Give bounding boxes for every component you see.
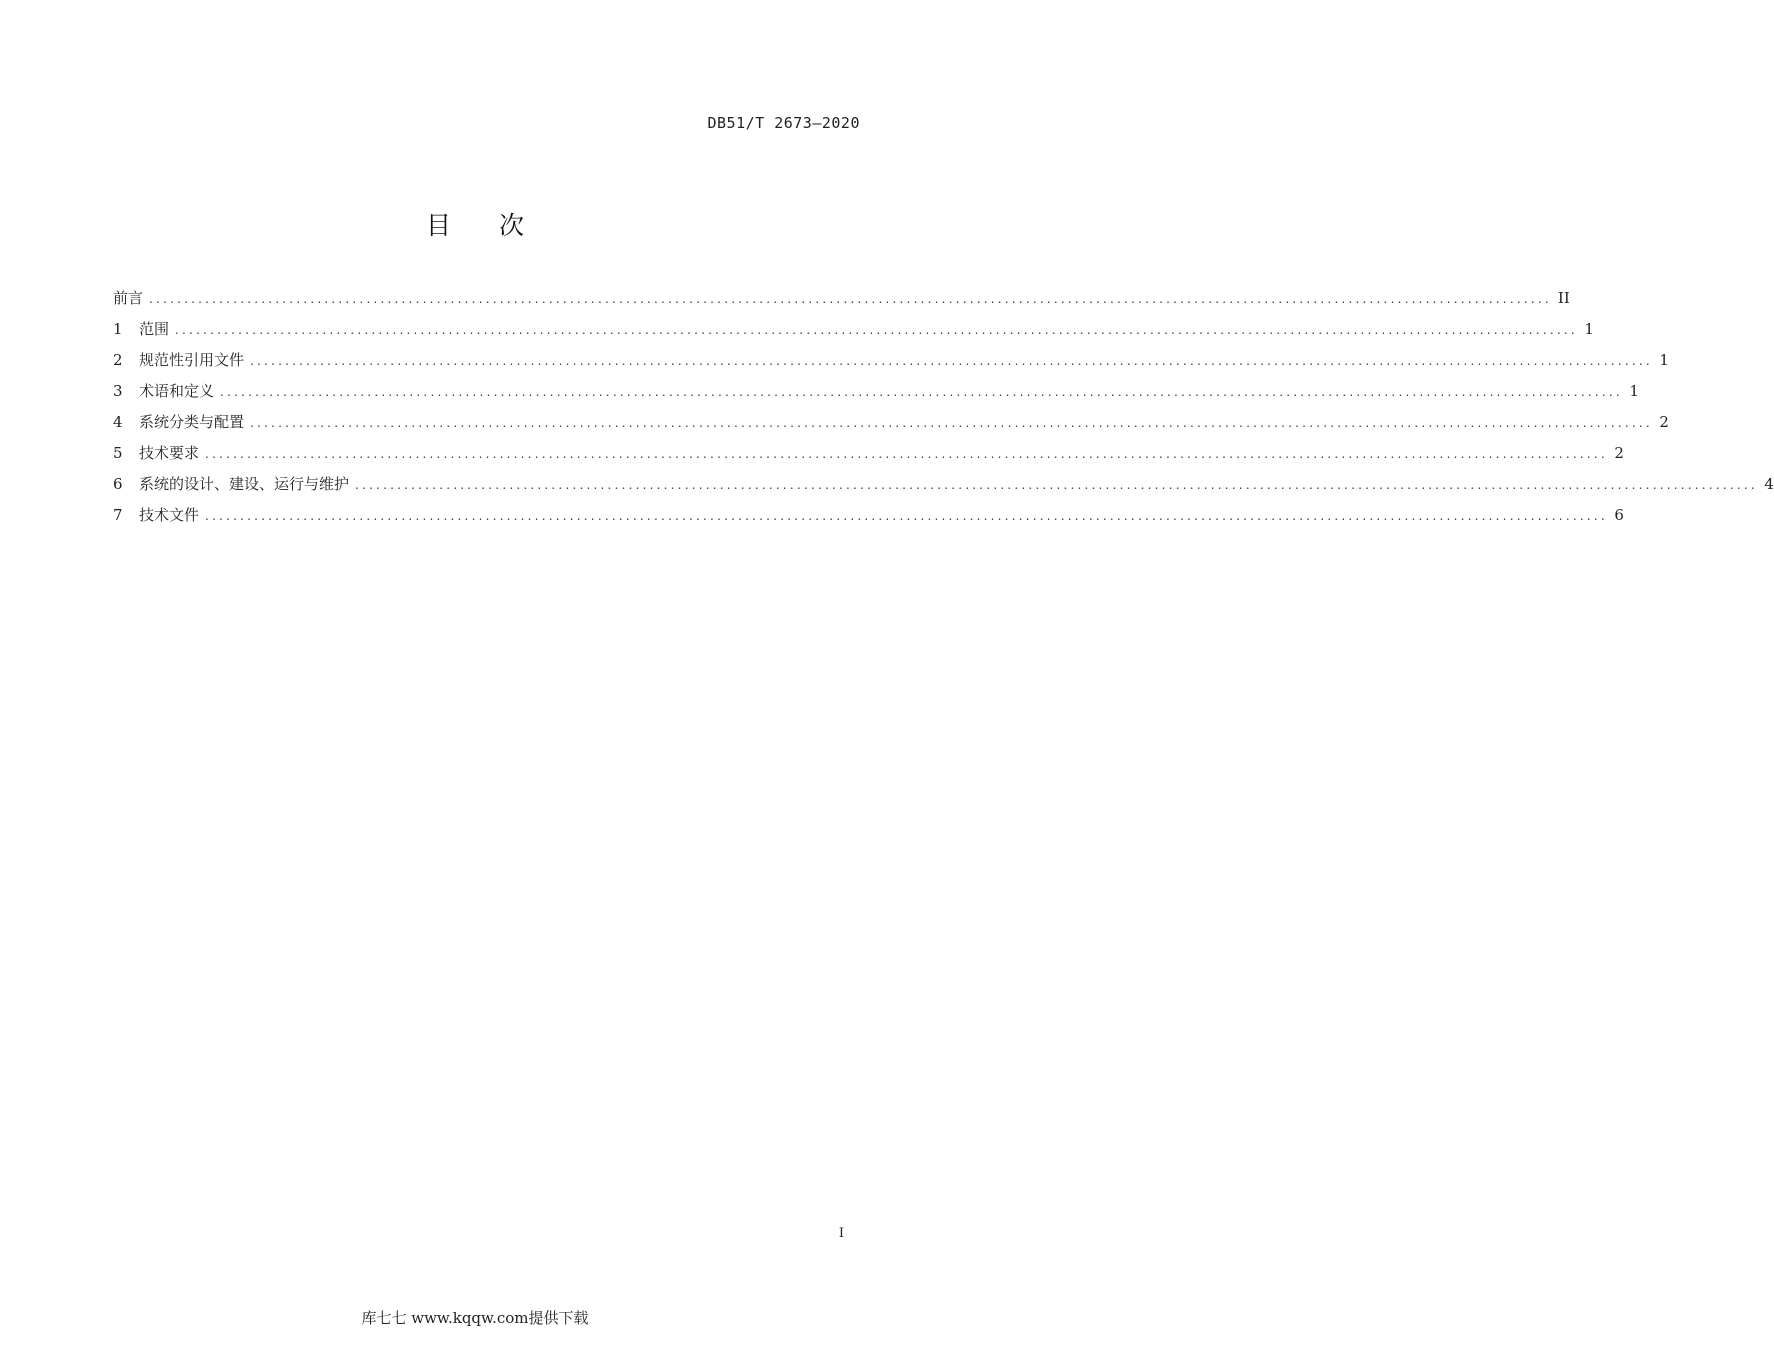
toc-entry-number: 5 (113, 444, 123, 462)
toc-entry-page: 1 (1629, 382, 1639, 400)
toc-entry-number: 7 (113, 506, 123, 524)
toc-leader-dots: ........................................................................................................................................................................................................ (355, 478, 1758, 492)
toc-entry-design-operation[interactable] (113, 472, 1774, 503)
toc-leader-dots: ........................................................................................................................................................................................................ (250, 416, 1653, 430)
toc-title (0, 206, 950, 242)
toc-entry-number: 3 (113, 382, 123, 400)
toc-entry-page: 1 (1584, 320, 1594, 338)
toc-leader-dots: ........................................................................................................................................................................................................ (250, 354, 1653, 368)
toc-entry-terms-definitions[interactable] (113, 379, 1639, 410)
toc-entry-label: 前言 (113, 289, 144, 307)
toc-entry-number: 6 (113, 475, 123, 493)
toc-entry-number: 2 (113, 351, 123, 369)
toc-entry-technical-requirements[interactable] (113, 441, 1624, 472)
toc-title-char-1: 目 (425, 211, 451, 240)
toc-leader-dots: ........................................................................................................................................................................................................ (149, 292, 1552, 306)
toc-entry-scope[interactable] (113, 317, 1594, 348)
toc-leader-dots: ........................................................................................................................................................................................................ (205, 447, 1608, 461)
toc-entry-page: II (1557, 289, 1570, 307)
toc-entry-page: 1 (1659, 351, 1669, 369)
toc-entry-label: 术语和定义 (139, 382, 215, 400)
toc-entry-page: 4 (1764, 475, 1774, 493)
toc-entry-page: 6 (1614, 506, 1624, 524)
toc-leader-dots: ........................................................................................................................................................................................................ (220, 385, 1623, 399)
toc-title-char-2: 次 (499, 211, 525, 240)
footer-download-note: 库七七 www.kqqw.com提供下载 (361, 1309, 589, 1327)
toc-entry-number: 1 (113, 320, 123, 338)
page-number: I (838, 1226, 844, 1241)
toc-leader-dots: ........................................................................................................................................................................................................ (205, 509, 1608, 523)
toc-entry-classification[interactable] (113, 410, 1669, 441)
toc-entry-label: 技术要求 (139, 444, 200, 462)
toc-entry-page: 2 (1614, 444, 1624, 462)
toc-list (113, 286, 1774, 534)
toc-entry-normative-references[interactable] (113, 348, 1669, 379)
document-code: DB51/T 2673—2020 (707, 114, 860, 132)
toc-entry-technical-documents[interactable] (113, 503, 1624, 534)
toc-entry-label: 技术文件 (139, 506, 200, 524)
toc-entry-label: 范围 (139, 320, 170, 338)
toc-entry-label: 系统的设计、建设、运行与维护 (139, 475, 350, 493)
toc-entry-label: 规范性引用文件 (139, 351, 245, 369)
toc-entry-label: 系统分类与配置 (139, 413, 245, 431)
toc-entry-number: 4 (113, 413, 123, 431)
toc-entry-foreword[interactable] (113, 286, 1570, 317)
toc-leader-dots: ........................................................................................................................................................................................................ (175, 323, 1578, 337)
toc-entry-page: 2 (1659, 413, 1669, 431)
